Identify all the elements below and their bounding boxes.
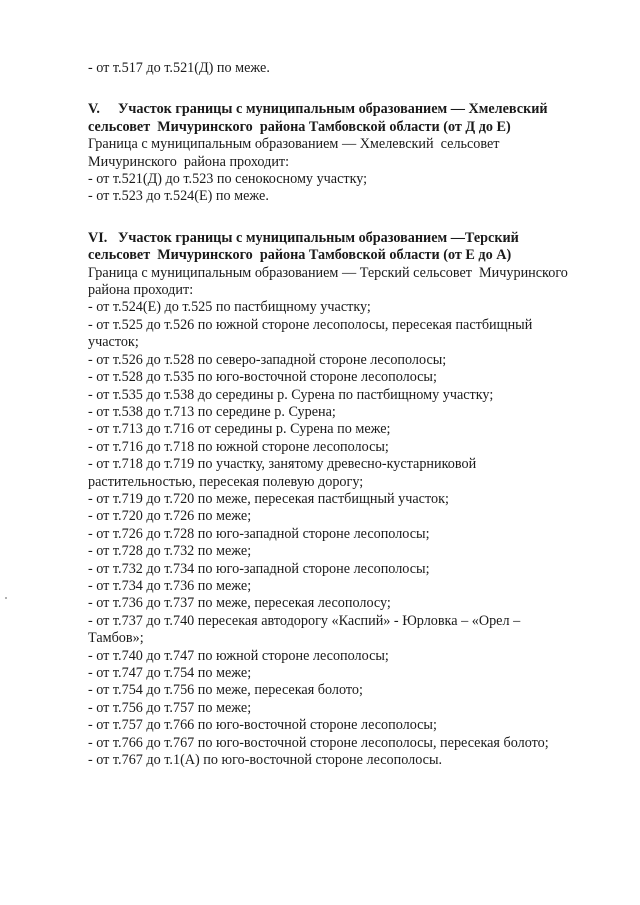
section-5-text [88,136,608,206]
section-6-heading [88,230,608,247]
text-line: - от т.747 до т.754 по меже; [88,665,252,681]
text-line: - от т.528 до т.535 по юго-восточной стороне лесополосы; [88,369,437,386]
document-body [88,60,608,769]
text-line: - от т.535 до т.538 до середины р. Сурена по пастбищному участку; [88,386,494,403]
section-6-heading-line-1: Участок границы с муниципальным образованием —Терский [118,229,519,246]
text-line: - от т.524(Е) до т.525 по пастбищному участку; [88,299,371,316]
text-line: - от т.737 до т.740 пересекая автодорогу «Каспий» - Юрловка – «Орел – [88,612,521,629]
text-line: - от т.525 до т.526 по южной стороне лесополосы, пересекая пастбищный [88,316,533,333]
text-line: - от т.713 до т.716 от середины р. Сурена по меже; [88,421,391,438]
text-line: - от т.740 до т.747 по южной стороне лесополосы; [88,647,389,664]
text-line: - от т.736 до т.737 по меже, пересекая лесополосу; [88,595,391,612]
text-line: Граница с муниципальным образованием — Терский сельсовет Мичуринского [88,264,568,281]
section-5 [88,101,608,205]
text-line: - от т.756 до т.757 по меже; [88,699,252,716]
section-5-number: V. [88,101,100,118]
text-line: - от т.523 до т.524(Е) по меже. [88,188,269,205]
text-line: Тамбов»; [88,630,144,647]
section-6-heading-line-2: сельсовет Мичуринского района Тамбовской области (от Е до А) [88,247,512,264]
intro-line: - от т.517 до т.521(Д) по меже. [88,60,270,76]
text-line: - от т.754 до т.756 по меже, пересекая болото; [88,682,363,699]
text-line: - от т.766 до т.767 по юго-восточной стороне лесополосы, пересекая болото; [88,734,549,751]
text-line: - от т.716 до т.718 по южной стороне лесополосы; [88,438,389,455]
text-line: района проходит: [88,282,194,299]
section-6 [88,230,608,770]
section-5-heading-line-2: сельсовет Мичуринского района Тамбовской области (от Д до Е) [88,118,511,135]
text-line: - от т.720 до т.726 по меже; [88,508,252,525]
text-line: - от т.726 до т.728 по юго-западной стороне лесополосы; [88,525,430,542]
text-line: участок; [88,334,139,351]
text-line: - от т.718 до т.719 по участку, занятому древесно-кустарниковой [88,456,477,473]
text-line: - от т.732 до т.734 по юго-западной стороне лесополосы; [88,560,430,577]
scan-speck [5,597,7,599]
text-line: - от т.734 до т.736 по меже; [88,577,252,594]
section-5-heading [88,101,608,118]
text-line: - от т.538 до т.713 по середине р. Сурена; [88,403,336,420]
text-line: - от т.521(Д) до т.523 по сенокосному участку; [88,171,368,188]
text-line: - от т.526 до т.528 по северо-западной стороне лесополосы; [88,351,447,368]
text-line: - от т.719 до т.720 по меже, пересекая пастбищный участок; [88,490,449,507]
section-6-text [88,265,608,770]
section-6-number: VI. [88,229,108,246]
text-line: растительностью, пересекая полевую дорогу; [88,473,364,490]
text-line: - от т.767 до т.1(А) по юго-восточной стороне лесополосы. [88,752,443,769]
section-5-heading-line-1: Участок границы с муниципальным образованием — Хмелевский [118,101,548,118]
text-line: Мичуринского района проходит: [88,153,290,170]
text-line: - от т.757 до т.766 по юго-восточной стороне лесополосы; [88,717,437,734]
text-line: - от т.728 до т.732 по меже; [88,543,252,560]
text-line: Граница с муниципальным образованием — Хмелевский сельсовет [88,136,500,153]
